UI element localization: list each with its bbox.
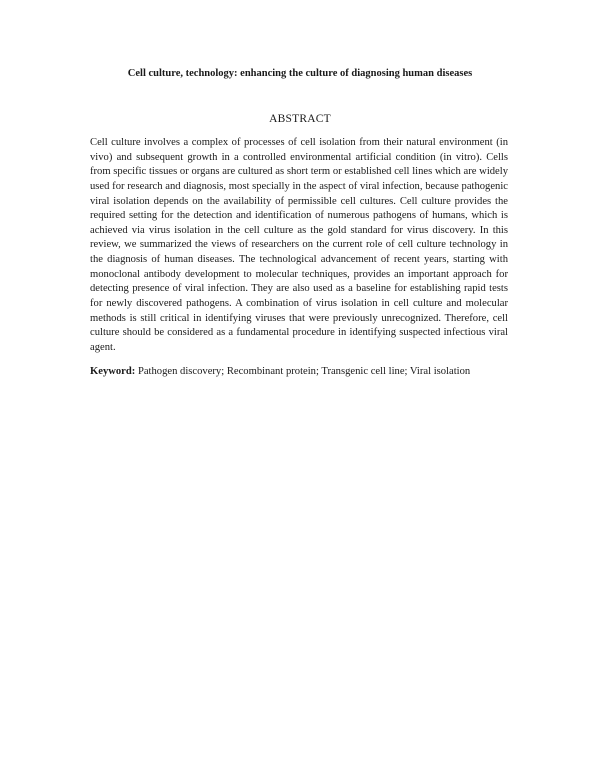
keyword-label: Keyword: bbox=[90, 366, 136, 377]
abstract-body: Cell culture involves a complex of processes of cell isolation from their natural environment (in vivo) and subsequent growth in a controlled environmental artificial condition (in vitro). Cells from specific tissues or organs are cultured as short term or established cell lines which are widely used for research and diagnosis, most specially in the aspect of viral infection, because pathogenic viral isolation depends on the availability of permissible cell cultures. Cell culture provides the required setting for the detection and identification of numerous pathogens of humans, which is achieved via virus isolation in the cell culture as the gold standard for virus discovery. In this review, we summarized the views of researchers on the current role of cell culture technology in the diagnosis of human diseases. The technological advancement of recent years, starting with monoclonal antibody development to molecular techniques, provides an important approach for detecting presence of viral infection. They are also used as a baseline for establishing rapid tests for newly discovered pathogens. A combination of virus isolation in cell culture and molecular methods is still critical in identifying viruses that were previously unrecognized. Therefore, cell culture should be considered as a fundamental procedure in identifying suspected infectious viral agent. bbox=[90, 137, 508, 353]
abstract-heading: ABSTRACT bbox=[269, 113, 331, 125]
keywords-line bbox=[90, 365, 508, 379]
paper-title: Cell culture, technology: enhancing the culture of diagnosing human diseases bbox=[127, 68, 473, 79]
keyword-list: Pathogen discovery; Recombinant protein; Transgenic cell line; Viral isolation bbox=[135, 366, 471, 377]
